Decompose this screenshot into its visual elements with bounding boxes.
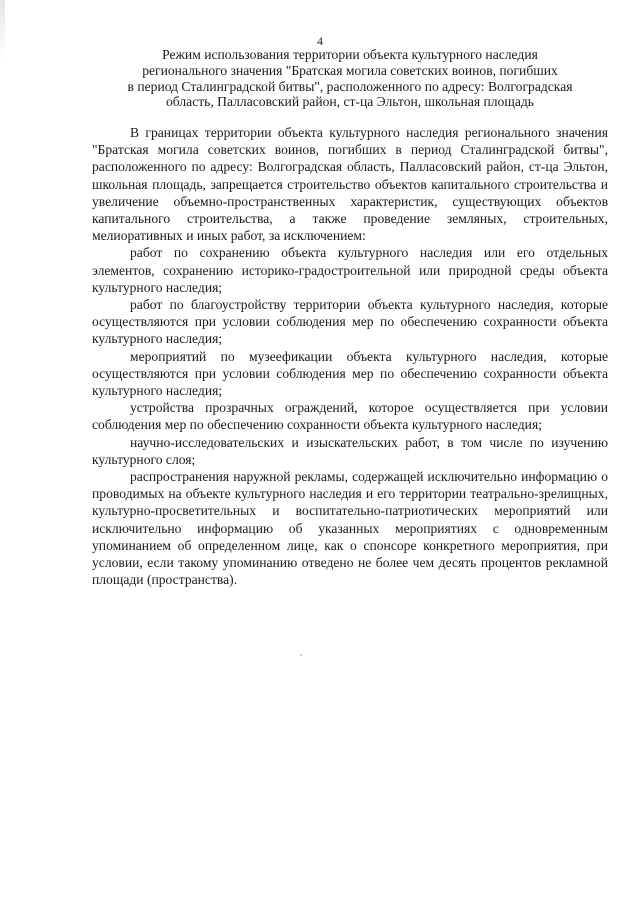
title-line: в период Сталинградской битвы", расположенного по адресу: Волгоградская: [127, 78, 573, 94]
page-number: 4: [317, 34, 323, 48]
scan-edge-mark: [0, 0, 5, 60]
scan-speck: [300, 654, 302, 656]
exception-item: распространения наружной рекламы, содержащей исключительно информацию о проводимых на объекте культурного наследия и его территории театрально-зрелищных, культурно-просветительных и воспитательно-патриотических мероприятий или исключительно информацию об указанных мероприятиях с одновременным упоминанием об определенном лице, как о спонсоре конкретного мероприятия, при условии, если такому упоминанию отведено не более чем десять процентов рекламной площади (пространства).: [92, 469, 608, 588]
exception-item: научно-исследовательских и изыскательских работ, в том числе по изучению культурного слоя;: [92, 434, 608, 467]
title-line: Режим использования территории объекта культурного наследия: [162, 47, 538, 62]
title-line: регионального значения "Братская могила советских воинов, погибших: [142, 62, 558, 78]
intro-paragraph: В границах территории объекта культурного наследия регионального значения "Братская могила советских воинов, погибших в период Сталинградской битвы", расположенного по адресу: Волгоградская область, Палласовский район, ст-ца Эльтон, школьная площадь, запрещается строительство объектов капитального строительства и увеличение объемно-пространственных характеристик, существующих объектов капитального строительства, а также проведение земляных, строительных, мелиоративных и иных работ, за исключением:: [92, 125, 608, 244]
exception-item: работ по сохранению объекта культурного наследия или его отдельных элементов, сохранению историко-градостроительной или природной среды объекта культурного наследия;: [92, 245, 608, 295]
title-line: область, Палласовский район, ст-ца Эльтон, школьная площадь: [166, 94, 534, 110]
document-title: [92, 47, 608, 110]
exception-item: работ по благоустройству территории объекта культурного наследия, которые осуществляются при условии соблюдения мер по обеспечению сохранности объекта культурного наследия;: [92, 297, 608, 347]
exception-item: устройства прозрачных ограждений, которое осуществляется при условии соблюдения мер по обеспечению сохранности объекта культурного наследия;: [92, 400, 608, 433]
document-body: [92, 124, 608, 588]
exception-item: мероприятий по музеефикации объекта культурного наследия, которые осуществляются при условии соблюдения мер по обеспечению сохранности объекта культурного наследия;: [92, 348, 608, 399]
